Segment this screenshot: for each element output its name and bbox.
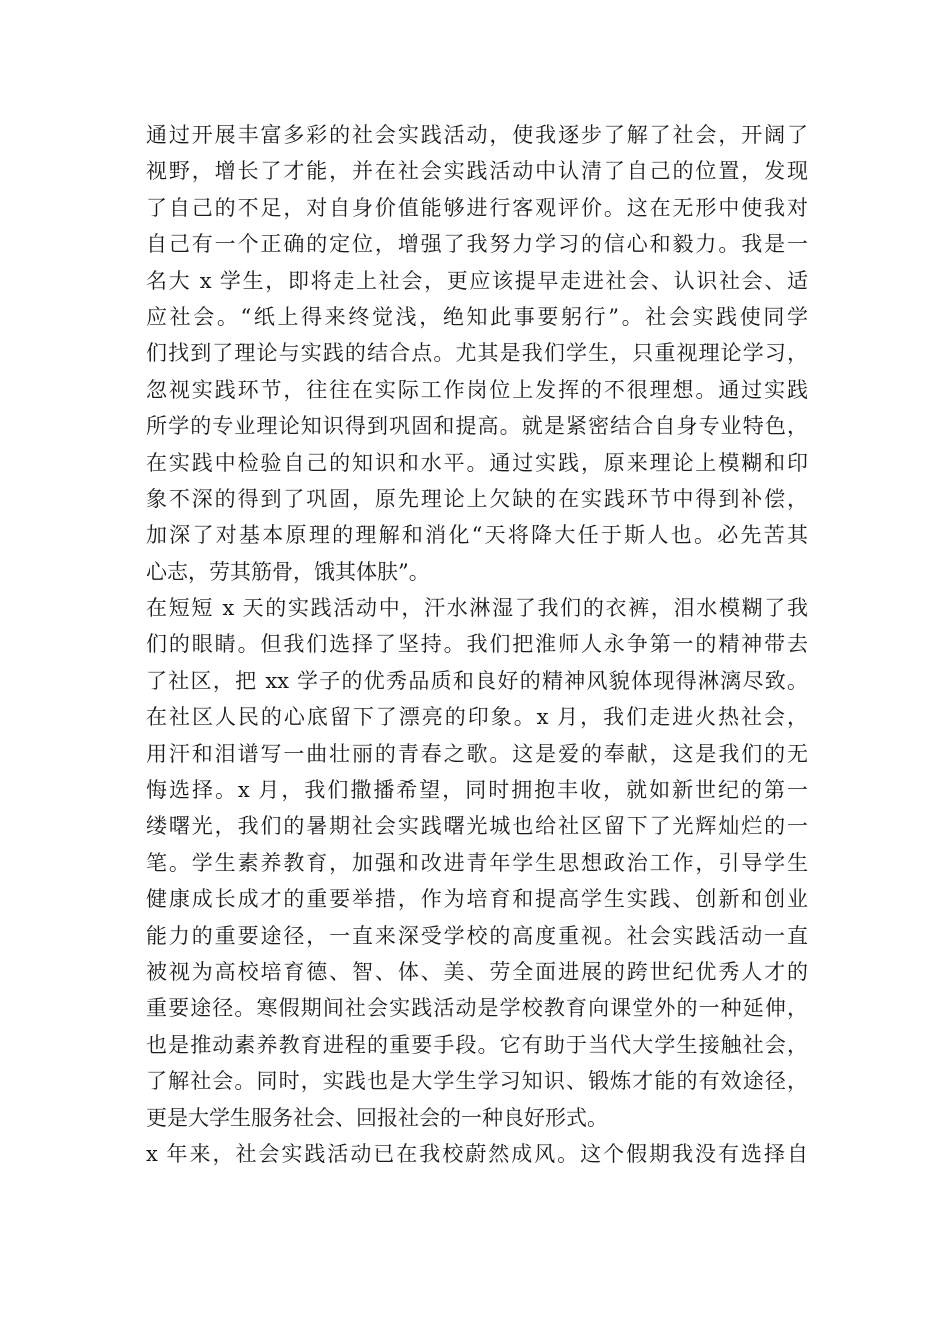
text-line: 视野，增长了才能，并在社会实践活动中认清了自己的位置，发现 xyxy=(146,159,808,184)
text-line: 也是推动素养教育进程的重要手段。它有助于当代大学生接触社会， xyxy=(146,1032,808,1057)
text-line: 笔。学生素养教育，加强和改进青年学生思想政治工作，引导学生 xyxy=(146,850,808,875)
text-line: 名大 x 学生，即将走上社会，更应该提早走进社会、认识社会、适 xyxy=(146,268,808,293)
text-line: 通过开展丰富多彩的社会实践活动，使我逐步了解了社会，开阔了 xyxy=(146,123,808,147)
text-line: 心志，劳其筋骨，饿其体肤”。 xyxy=(146,559,430,584)
text-line: 重要途径。寒假期间社会实践活动是学校教育向课堂外的一种延伸， xyxy=(146,996,808,1021)
text-line: 所学的专业理论知识得到巩固和提高。就是紧密结合自身专业特色， xyxy=(146,414,808,439)
text-line: 在实践中检验自己的知识和水平。通过实践，原来理论上模糊和印 xyxy=(146,450,808,475)
text-line: 能力的重要途径，一直来深受学校的高度重视。社会实践活动一直 xyxy=(146,923,808,948)
text-line: 在短短 x 天的实践活动中，汗水淋湿了我们的衣裤，泪水模糊了我 xyxy=(146,596,808,621)
text-line: 自己有一个正确的定位，增强了我努力学习的信心和毅力。我是一 xyxy=(146,232,808,257)
text-line: 了自己的不足，对自身价值能够进行客观评价。这在无形中使我对 xyxy=(146,195,808,220)
text-line: 忽视实践环节，往往在实际工作岗位上发挥的不很理想。通过实践 xyxy=(146,377,808,402)
text-line: 应社会。“纸上得来终觉浅，绝知此事要躬行”。社会实践使同学 xyxy=(146,304,808,329)
text-line: 缕曙光，我们的暑期社会实践曙光城也给社区留下了光辉灿烂的一 xyxy=(146,814,808,839)
text-line: 了解社会。同时，实践也是大学生学习知识、锻炼才能的有效途径， xyxy=(146,1069,808,1094)
text-line: 用汗和泪谱写一曲壮丽的青春之歌。这是爱的奉献，这是我们的无 xyxy=(146,741,808,766)
body-text xyxy=(146,117,808,1172)
text-line: x 年来，社会实践活动已在我校蔚然成风。这个假期我没有选择自 xyxy=(146,1141,808,1166)
text-line: 悔选择。x 月，我们撒播希望，同时拥抱丰收，就如新世纪的第一 xyxy=(146,778,808,803)
text-line: 象不深的得到了巩固，原先理论上欠缺的在实践环节中得到补偿， xyxy=(146,486,808,511)
text-line: 们找到了理论与实践的结合点。尤其是我们学生，只重视理论学习， xyxy=(146,341,808,366)
text-line: 健康成长成才的重要举措，作为培育和提高学生实践、创新和创业 xyxy=(146,887,808,912)
text-line: 们的眼睛。但我们选择了坚持。我们把淮师人永争第一的精神带去 xyxy=(146,632,808,657)
text-line: 更是大学生服务社会、回报社会的一种良好形式。 xyxy=(146,1105,608,1130)
text-line: 加深了对基本原理的理解和消化“天将降大任于斯人也。必先苦其 xyxy=(146,523,808,548)
text-line: 在社区人民的心底留下了漂亮的印象。x 月，我们走进火热社会， xyxy=(146,705,808,730)
text-line: 被视为高校培育德、智、体、美、劳全面进展的跨世纪优秀人才的 xyxy=(146,959,808,984)
text-line: 了社区，把 xx 学子的优秀品质和良好的精神风貌体现得淋漓尽致。 xyxy=(146,668,808,693)
